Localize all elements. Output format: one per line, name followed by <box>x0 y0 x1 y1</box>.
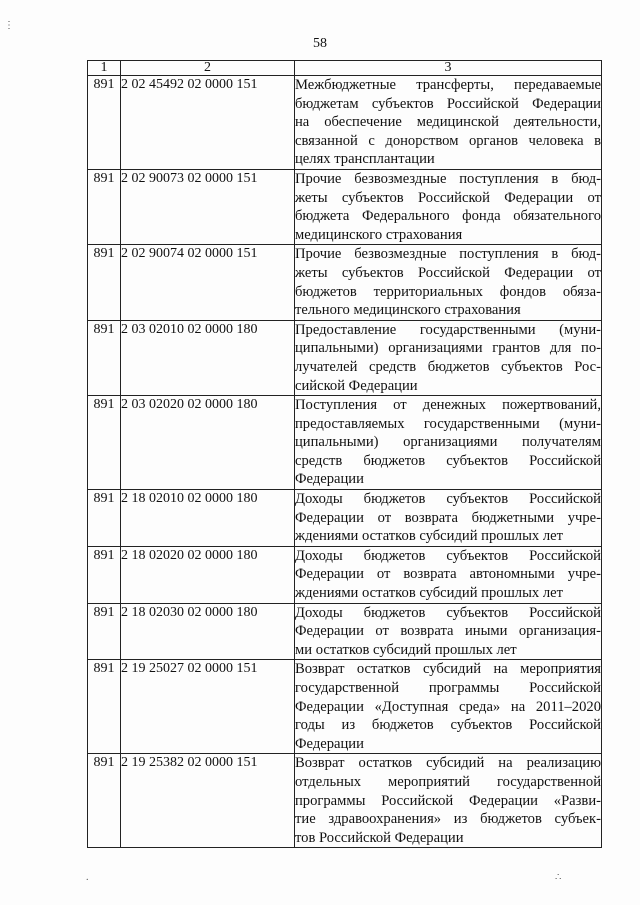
income-code-cell: 2 03 02020 02 0000 180 <box>121 396 295 490</box>
description-line: Прочие безвозмездные поступления в бюд- <box>295 246 601 263</box>
description-line: тие здравоохранения» из бюджетов субъек- <box>295 811 601 828</box>
description-line: на обеспечение медицинской деятельности, <box>295 114 601 131</box>
description-line: жеты субъектов Российской Федерации от <box>295 264 601 281</box>
table-row <box>88 169 602 244</box>
admin-code-cell: 891 <box>88 245 121 320</box>
description-cell <box>295 603 602 660</box>
description-line: Межбюджетные трансферты, передаваемые <box>295 77 601 93</box>
income-code-cell: 2 18 02030 02 0000 180 <box>121 603 295 660</box>
description-line: ждениями остатков субсидий прошлых лет <box>295 585 563 602</box>
income-code-cell: 2 03 02010 02 0000 180 <box>121 320 295 395</box>
table-row <box>88 754 602 848</box>
description-line: ждениями остатков субсидий прошлых лет <box>295 528 563 545</box>
description-cell <box>295 660 602 754</box>
description-line: жеты субъектов Российской Федерации от <box>295 189 601 206</box>
description-line: предоставляемых государственными (муни- <box>295 415 601 432</box>
description-line: Федерации «Доступная среда» на 2011–2020 <box>295 698 601 715</box>
description-line: программы Российской Федерации «Разви- <box>295 792 601 809</box>
description-line: Федерации от возврата иными организация- <box>295 623 601 640</box>
description-line: Возврат остатков субсидий на мероприятия <box>295 661 601 678</box>
description-line: бюджета Федерального фонда обязательного <box>295 208 601 225</box>
table-row <box>88 660 602 754</box>
income-code-cell: 2 02 90074 02 0000 151 <box>121 245 295 320</box>
income-code-cell: 2 18 02010 02 0000 180 <box>121 490 295 547</box>
description-line: Поступления от денежных пожертвований, <box>295 397 601 414</box>
description-line: ципальными) организациями получателям <box>295 434 601 451</box>
table-row <box>88 245 602 320</box>
admin-code-cell: 891 <box>88 169 121 244</box>
description-line: средств бюджетов субъектов Российской <box>295 452 601 469</box>
description-cell <box>295 245 602 320</box>
description-line: Прочие безвозмездные поступления в бюд- <box>295 170 601 187</box>
table-row <box>88 490 602 547</box>
description-line: медицинского страхования <box>295 226 463 243</box>
admin-code-cell: 891 <box>88 396 121 490</box>
scan-mark: ⋮ <box>4 20 14 31</box>
description-line: Федерации от возврата бюджетными учре- <box>295 509 601 526</box>
income-code-cell: 2 18 02020 02 0000 180 <box>121 546 295 603</box>
description-line: тельного медицинского страхования <box>295 302 521 319</box>
scan-mark: ∴ <box>555 872 562 883</box>
description-line: сийской Федерации <box>295 377 418 394</box>
admin-code-cell: 891 <box>88 76 121 170</box>
table-row <box>88 546 602 603</box>
description-line: Доходы бюджетов субъектов Российской <box>295 491 601 508</box>
table-row <box>88 603 602 660</box>
description-line: государственной программы Российской <box>295 680 601 696</box>
description-cell <box>295 546 602 603</box>
scan-mark: . <box>86 872 89 883</box>
description-line: лучателей средств бюджетов субъектов Рос- <box>295 358 601 375</box>
table-row <box>88 320 602 395</box>
admin-code-cell: 891 <box>88 603 121 660</box>
description-cell <box>295 76 602 170</box>
description-line: ми остатков субсидий прошлых лет <box>295 641 517 658</box>
description-line: бюджетам субъектов Российской Федерации <box>295 95 601 112</box>
admin-code-cell: 891 <box>88 546 121 603</box>
table-row <box>88 396 602 490</box>
description-line: ципальными) организациями грантов для по- <box>295 340 601 357</box>
column-header-3: 3 <box>295 61 602 76</box>
description-line: тов Российской Федерации <box>295 829 464 846</box>
page-number: 58 <box>313 36 327 51</box>
description-line: целях трансплантации <box>295 151 435 168</box>
budget-table <box>87 60 602 848</box>
income-code-cell: 2 19 25382 02 0000 151 <box>121 754 295 848</box>
description-cell <box>295 396 602 490</box>
admin-code-cell: 891 <box>88 660 121 754</box>
description-line: Предоставление государственными (муни- <box>295 321 601 338</box>
description-line: связанной с донорством органов человека в <box>295 132 601 149</box>
table-body <box>88 76 602 848</box>
admin-code-cell: 891 <box>88 320 121 395</box>
description-line: Возврат остатков субсидий на реализацию <box>295 755 601 772</box>
description-line: бюджетов территориальных фондов обяза- <box>295 283 601 300</box>
description-line: годы из бюджетов субъектов Российской <box>295 717 601 734</box>
column-header-2: 2 <box>121 61 295 76</box>
description-line: Федерации от возврата автономными учре- <box>295 566 601 583</box>
description-line: Федерации <box>295 735 364 752</box>
description-line: Федерации <box>295 471 364 488</box>
table-row <box>88 76 602 170</box>
description-cell <box>295 169 602 244</box>
column-header-1: 1 <box>88 61 121 76</box>
description-line: Доходы бюджетов субъектов Российской <box>295 604 601 621</box>
description-cell <box>295 320 602 395</box>
income-code-cell: 2 02 90073 02 0000 151 <box>121 169 295 244</box>
income-code-cell: 2 02 45492 02 0000 151 <box>121 76 295 170</box>
description-line: отдельных мероприятий государственной <box>295 773 601 790</box>
admin-code-cell: 891 <box>88 490 121 547</box>
description-cell <box>295 490 602 547</box>
description-line: Доходы бюджетов субъектов Российской <box>295 547 601 564</box>
description-cell <box>295 754 602 848</box>
income-code-cell: 2 19 25027 02 0000 151 <box>121 660 295 754</box>
table-header-row <box>88 61 602 76</box>
admin-code-cell: 891 <box>88 754 121 848</box>
